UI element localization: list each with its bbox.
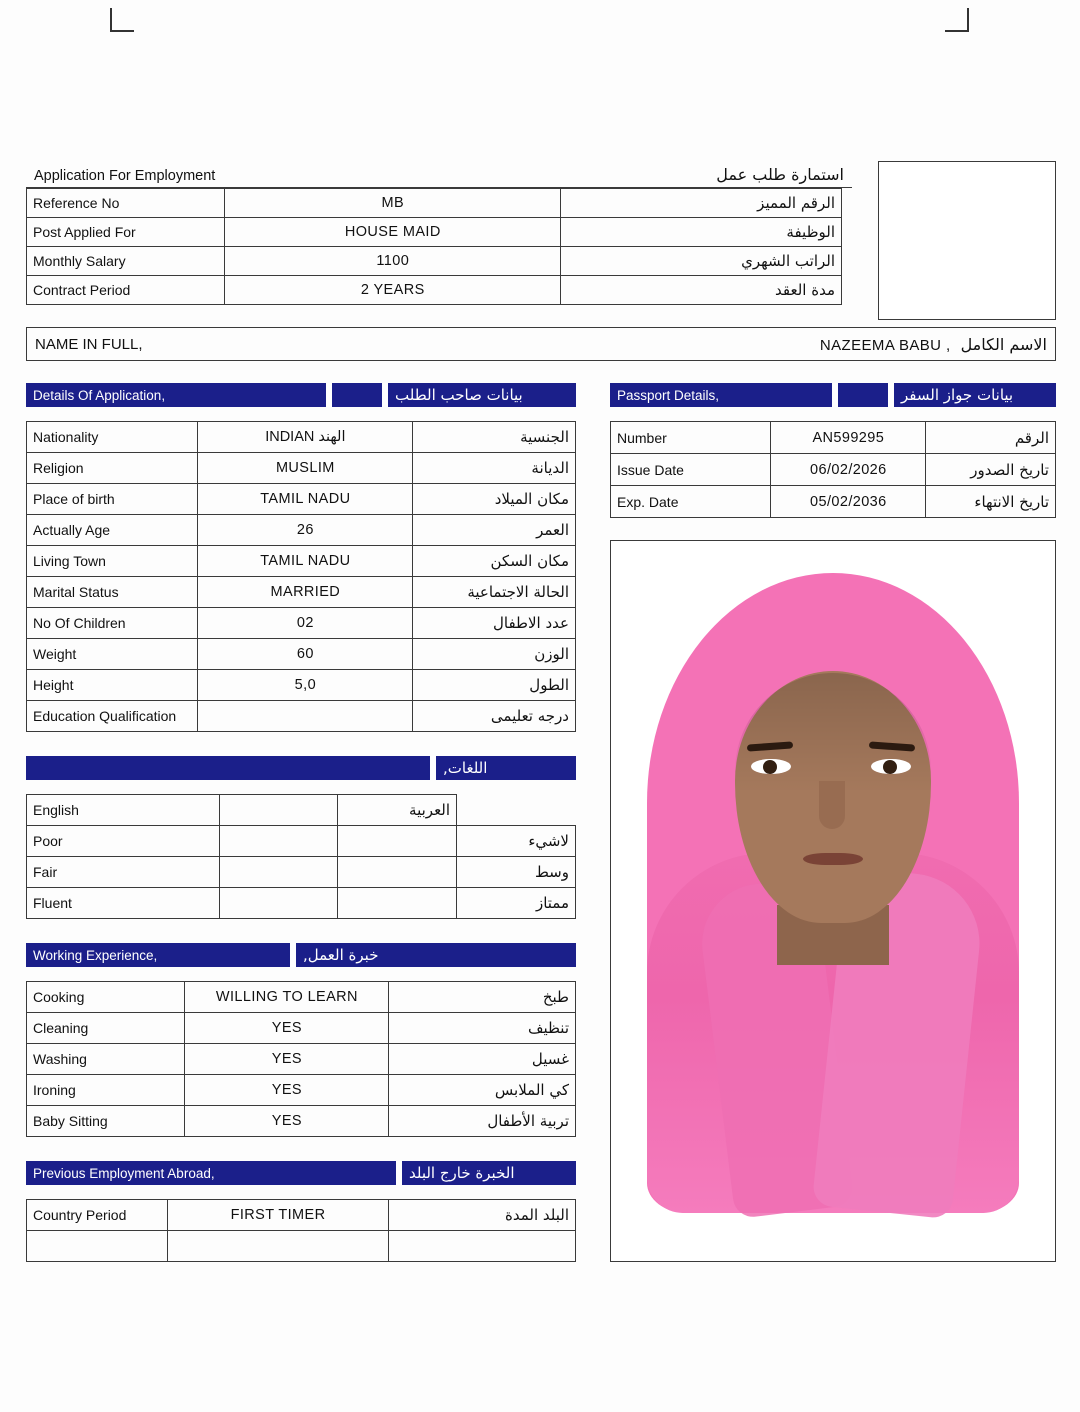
cooking-value: WILLING TO LEARN xyxy=(185,982,389,1013)
previous-employment-table xyxy=(26,1199,576,1262)
place-of-birth-label: Place of birth xyxy=(27,484,198,515)
ironing-label-ar: كي الملابس xyxy=(389,1075,576,1106)
nationality-value-ar: الهند xyxy=(318,429,346,445)
living-town-label-ar: مكان السكن xyxy=(413,546,576,577)
religion-label-ar: الديانة xyxy=(413,453,576,484)
previous-section-bar xyxy=(26,1161,576,1185)
nationality-label: Nationality xyxy=(27,422,198,453)
table-row xyxy=(27,218,842,247)
previous-bar-ar: الخبرة خارج البلد xyxy=(402,1161,576,1185)
table-row xyxy=(27,982,576,1013)
age-label-ar: العمر xyxy=(413,515,576,546)
monthly-salary-label-ar: الراتب الشهري xyxy=(561,247,842,276)
table-row xyxy=(611,454,1056,486)
baby-sitting-label-ar: تربية الأطفال xyxy=(389,1106,576,1137)
table-row xyxy=(27,1044,576,1075)
languages-section-bar xyxy=(26,756,576,780)
table-row xyxy=(27,639,576,670)
level-fluent-label: Fluent xyxy=(27,888,220,919)
education-value xyxy=(198,701,413,732)
height-label-ar: الطول xyxy=(413,670,576,701)
post-applied-label-ar: الوظيفة xyxy=(561,218,842,247)
level-fair-label: Fair xyxy=(27,857,220,888)
table-row xyxy=(27,1106,576,1137)
passport-exp-label-ar: تاريخ الانتهاء xyxy=(926,486,1056,518)
passport-number-label-ar: الرقم xyxy=(926,422,1056,454)
name-rule-left xyxy=(37,327,322,328)
table-row xyxy=(27,826,576,857)
applicant-photo xyxy=(619,553,1047,1225)
post-applied-value: HOUSE MAID xyxy=(225,218,561,247)
marital-status-value: MARRIED xyxy=(198,577,413,608)
level-fair-mark xyxy=(219,857,337,888)
pupil-right xyxy=(883,760,897,774)
table-row xyxy=(27,701,576,732)
full-name-label-ar: الاسم الكامل xyxy=(960,334,1047,354)
reference-no-label-ar: الرقم المميز xyxy=(561,189,842,218)
level-poor-label-ar: لاشيء xyxy=(457,826,576,857)
previous-empty-label-ar xyxy=(389,1231,576,1262)
height-label: Height xyxy=(27,670,198,701)
eye-left xyxy=(751,759,791,774)
document-title-ar: استمارة طلب عمل xyxy=(716,165,844,184)
details-bar-ar: بيانات صاحب الطلب xyxy=(388,383,576,407)
cleaning-label: Cleaning xyxy=(27,1013,185,1044)
details-section-bar xyxy=(26,383,576,407)
place-of-birth-label-ar: مكان الميلاد xyxy=(413,484,576,515)
age-label: Actually Age xyxy=(27,515,198,546)
level-fluent-mark xyxy=(219,888,337,919)
passport-bar-en: Passport Details, xyxy=(610,383,832,407)
monthly-salary-label: Monthly Salary xyxy=(27,247,225,276)
table-row xyxy=(27,247,842,276)
children-label-ar: عدد الاطفال xyxy=(413,608,576,639)
languages-table xyxy=(26,794,576,919)
table-row xyxy=(27,515,576,546)
level-poor-label: Poor xyxy=(27,826,220,857)
living-town-label: Living Town xyxy=(27,546,198,577)
level-poor-mark xyxy=(219,826,337,857)
country-period-label-ar: البلد المدة xyxy=(389,1200,576,1231)
level-poor-mark2 xyxy=(338,826,457,857)
form-sheet xyxy=(26,165,1056,1262)
crop-mark-top-right xyxy=(945,8,969,32)
passport-bar-ar: بيانات جواز السفر xyxy=(894,383,1056,407)
previous-bar-en: Previous Employment Abroad, xyxy=(26,1161,396,1185)
washing-label: Washing xyxy=(27,1044,185,1075)
monthly-salary-value: 1100 xyxy=(225,247,561,276)
passport-number-value: AN599295 xyxy=(771,422,926,454)
baby-sitting-value: YES xyxy=(185,1106,389,1137)
table-row xyxy=(27,546,576,577)
contract-period-label: Contract Period xyxy=(27,276,225,305)
previous-empty-label xyxy=(27,1231,168,1262)
weight-label: Weight xyxy=(27,639,198,670)
education-label-ar: درجه تعليمى xyxy=(413,701,576,732)
work-section-bar xyxy=(26,943,576,967)
weight-label-ar: الوزن xyxy=(413,639,576,670)
baby-sitting-label: Baby Sitting xyxy=(27,1106,185,1137)
religion-value: MUSLIM xyxy=(198,453,413,484)
mouth-shape xyxy=(803,853,863,865)
table-row xyxy=(27,189,842,218)
table-row xyxy=(27,453,576,484)
previous-empty-value xyxy=(167,1231,388,1262)
height-value: 5,0 xyxy=(198,670,413,701)
weight-value: 60 xyxy=(198,639,413,670)
level-fluent-mark2 xyxy=(338,888,457,919)
table-row xyxy=(611,422,1056,454)
nose-shape xyxy=(819,781,845,829)
crop-mark-top-left xyxy=(110,8,134,32)
passport-issue-label-ar: تاريخ الصدور xyxy=(926,454,1056,486)
table-row xyxy=(27,276,842,305)
portrait-illustration xyxy=(619,553,1047,1225)
table-row xyxy=(27,1200,576,1231)
work-bar-en: Working Experience, xyxy=(26,943,290,967)
details-bar-en: Details Of Application, xyxy=(26,383,326,407)
section-spacer xyxy=(26,919,576,943)
section-spacer xyxy=(26,732,576,756)
ironing-label: Ironing xyxy=(27,1075,185,1106)
table-row xyxy=(27,422,576,453)
children-value: 02 xyxy=(198,608,413,639)
table-row xyxy=(27,1075,576,1106)
passport-issue-value: 06/02/2026 xyxy=(771,454,926,486)
marital-status-label: Marital Status xyxy=(27,577,198,608)
form-body xyxy=(26,383,1056,1262)
passport-table xyxy=(610,421,1056,518)
washing-value: YES xyxy=(185,1044,389,1075)
details-table xyxy=(26,421,576,732)
document-title-row xyxy=(26,165,852,188)
children-label: No Of Children xyxy=(27,608,198,639)
washing-label-ar: غسيل xyxy=(389,1044,576,1075)
passport-number-label: Number xyxy=(611,422,771,454)
table-row xyxy=(27,484,576,515)
table-row xyxy=(27,670,576,701)
section-spacer xyxy=(26,1137,576,1161)
full-name-right xyxy=(820,335,1047,354)
contract-period-label-ar: مدة العقد xyxy=(561,276,842,305)
passport-exp-value: 05/02/2036 xyxy=(771,486,926,518)
post-applied-label: Post Applied For xyxy=(27,218,225,247)
level-fair-label-ar: وسط xyxy=(457,857,576,888)
name-rule-right xyxy=(349,327,539,328)
nationality-value xyxy=(198,422,413,453)
language-english-mark xyxy=(219,795,337,826)
country-period-value: FIRST TIMER xyxy=(167,1200,388,1231)
passport-section-bar xyxy=(610,383,1056,407)
table-row xyxy=(611,486,1056,518)
table-row xyxy=(27,608,576,639)
reference-no-label: Reference No xyxy=(27,189,225,218)
table-row xyxy=(27,857,576,888)
header-block xyxy=(26,165,1056,305)
country-period-label: Country Period xyxy=(27,1200,168,1231)
education-label: Education Qualification xyxy=(27,701,198,732)
table-row xyxy=(27,1013,576,1044)
table-row xyxy=(27,795,576,826)
marital-status-label-ar: الحالة الاجتماعية xyxy=(413,577,576,608)
bar-spacer xyxy=(332,383,382,407)
document-title-en: Application For Employment xyxy=(34,168,216,184)
work-table xyxy=(26,981,576,1137)
nationality-label-ar: الجنسية xyxy=(413,422,576,453)
contract-period-value: 2 YEARS xyxy=(225,276,561,305)
language-english-label: English xyxy=(27,795,220,826)
full-name-row xyxy=(26,327,1056,361)
passport-exp-label: Exp. Date xyxy=(611,486,771,518)
table-row xyxy=(27,577,576,608)
cleaning-label-ar: تنظيف xyxy=(389,1013,576,1044)
place-of-birth-value: TAMIL NADU xyxy=(198,484,413,515)
bar-spacer xyxy=(838,383,888,407)
level-fair-mark2 xyxy=(338,857,457,888)
table-row xyxy=(27,1231,576,1262)
pupil-left xyxy=(763,760,777,774)
right-column xyxy=(610,383,1056,1262)
living-town-value: TAMIL NADU xyxy=(198,546,413,577)
full-name-value: NAZEEMA BABU , xyxy=(819,336,951,354)
age-value: 26 xyxy=(198,515,413,546)
left-column xyxy=(26,383,576,1262)
cooking-label: Cooking xyxy=(27,982,185,1013)
passport-issue-label: Issue Date xyxy=(611,454,771,486)
applicant-photo-frame xyxy=(610,540,1056,1262)
languages-bar-en xyxy=(26,756,430,780)
work-bar-ar: خبرة العمل, xyxy=(296,943,576,967)
stamp-box xyxy=(878,161,1056,320)
ironing-value: YES xyxy=(185,1075,389,1106)
languages-bar-ar: اللغات, xyxy=(436,756,576,780)
reference-no-value: MB xyxy=(225,189,561,218)
full-name-label-en: NAME IN FULL, xyxy=(35,335,143,353)
cooking-label-ar: طبخ xyxy=(389,982,576,1013)
level-fluent-label-ar: ممتاز xyxy=(457,888,576,919)
language-arabic-label-ar: العربية xyxy=(338,795,457,826)
eye-right xyxy=(871,759,911,774)
table-row xyxy=(27,888,576,919)
nationality-value-en: INDIAN xyxy=(265,429,315,445)
religion-label: Religion xyxy=(27,453,198,484)
header-table xyxy=(26,188,842,305)
cleaning-value: YES xyxy=(185,1013,389,1044)
